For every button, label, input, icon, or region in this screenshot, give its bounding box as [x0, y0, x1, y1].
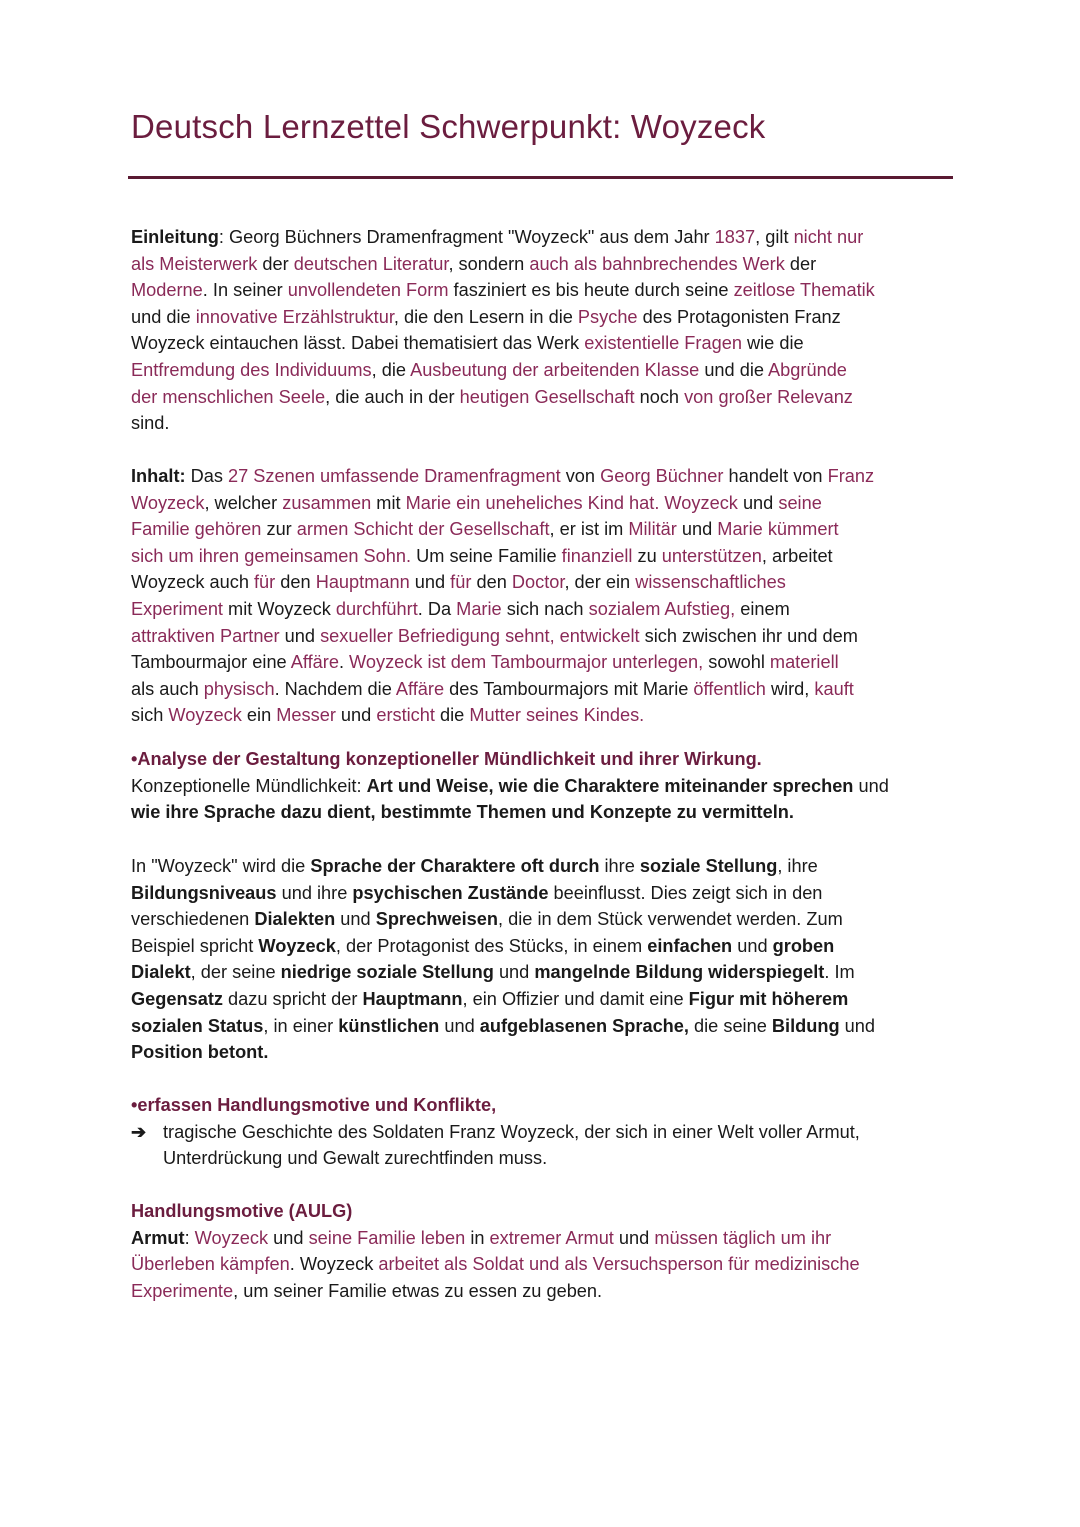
text-run: , in einer: [263, 1015, 339, 1036]
text-run: fasziniert es bis heute durch seine: [448, 280, 734, 301]
highlighted-text: Woyzeck: [131, 492, 205, 513]
highlighted-text: finanziell: [561, 545, 633, 566]
highlighted-text: armen Schicht der Gesellschaft: [296, 519, 550, 540]
text-run: des Protagonisten Franz: [637, 306, 841, 327]
bold-text: Inhalt:: [131, 466, 186, 486]
poverty-line: [131, 1278, 953, 1305]
motives-heading: •erfassen Handlungsmotive und Konflikte,: [131, 1095, 497, 1115]
text-run: . Da: [417, 598, 457, 619]
text-run: und die: [699, 359, 769, 380]
text-run: In "Woyzeck" wird die: [131, 856, 311, 876]
highlighted-text: Affäre: [395, 678, 445, 699]
bold-text: künstlichen: [338, 1015, 440, 1036]
highlighted-text: physisch: [203, 678, 275, 699]
bold-text: Figur mit höherem: [688, 988, 849, 1009]
aulg-heading: Handlungsmotive (AULG): [131, 1201, 353, 1221]
text-run: , ein Offizier und damit eine: [462, 988, 689, 1009]
highlighted-text: Marie kümmert: [717, 519, 839, 540]
intro-line: [131, 251, 953, 278]
text-run: , er ist im: [549, 519, 629, 540]
content-line: [131, 649, 953, 676]
text-run: Woyzeck eintauchen lässt. Dabei thematisiert das Werk: [131, 333, 585, 354]
content-line: [131, 702, 953, 729]
highlighted-text: Militär: [628, 519, 677, 540]
text-run: , der seine: [190, 962, 281, 983]
text-run: . Im: [824, 962, 855, 983]
poverty-line: [131, 1251, 953, 1278]
text-run: , welcher: [204, 492, 283, 513]
text-run: die: [434, 705, 470, 726]
text-run: und: [439, 1015, 480, 1036]
highlighted-text: Georg Büchner: [600, 466, 724, 486]
content-line: [131, 676, 953, 703]
text-run: als auch: [131, 678, 204, 699]
bold-text: einfachen: [647, 935, 733, 956]
highlighted-text: nicht nur: [793, 227, 864, 247]
bold-text: Hauptmann: [362, 988, 463, 1009]
bold-text: Dialekt: [131, 962, 191, 983]
bold-text: aufgeblasenen Sprache,: [479, 1015, 689, 1036]
text-run: , gilt: [755, 227, 794, 247]
text-run: , der ein: [564, 572, 636, 593]
text-run: Konzeptionelle Mündlichkeit:: [131, 775, 367, 796]
language-line: [131, 933, 953, 960]
highlighted-text: Experimente: [131, 1280, 234, 1301]
text-run: und: [737, 492, 779, 513]
bold-text: groben: [772, 935, 835, 956]
text-run: : Georg Büchners Dramenfragment "Woyzeck" aus dem Jahr: [218, 227, 715, 247]
text-run: und: [268, 1227, 309, 1248]
language-line: [131, 1013, 953, 1040]
arrow-icon: ➔: [131, 1121, 147, 1142]
text-run: Das: [185, 466, 229, 486]
highlighted-text: Ausbeutung der arbeitenden Klasse: [410, 359, 700, 380]
bold-text: Position betont.: [131, 1042, 269, 1063]
highlighted-text: Abgründe: [768, 359, 847, 380]
highlighted-text: deutschen Literatur: [293, 253, 449, 274]
highlighted-text: kauft: [814, 678, 854, 699]
language-paragraph: [131, 853, 953, 1066]
text-run: wird,: [765, 678, 815, 699]
content-line: [131, 490, 953, 517]
text-run: sich zwischen ihr und dem: [639, 625, 858, 646]
motives-section: [131, 1092, 953, 1172]
highlighted-text: 1837: [714, 227, 756, 247]
text-run: zu: [632, 545, 662, 566]
bold-text: psychischen Zustände: [352, 882, 549, 903]
highlighted-text: Hauptmann: [315, 572, 410, 593]
highlighted-text: von großer Relevanz: [684, 386, 853, 407]
text-run: und: [409, 572, 451, 593]
highlighted-text: ersticht: [376, 705, 435, 726]
analysis-line: [131, 746, 953, 773]
language-line: [131, 1039, 953, 1066]
text-run: .: [338, 652, 350, 673]
intro-line: [131, 277, 953, 304]
text-run: handelt von: [723, 466, 828, 486]
bold-text: Einleitung: [131, 227, 219, 247]
highlighted-text: auch als bahnbrechendes Werk: [529, 253, 785, 274]
aulg-section: [131, 1198, 953, 1304]
analysis-line: [131, 799, 953, 826]
text-run: . Nachdem die: [274, 678, 396, 699]
intro-line: [131, 304, 953, 331]
highlighted-text: Messer: [276, 705, 336, 726]
text-run: •Analyse der Gestaltung konzeptioneller Mündlichkeit und ihrer Wirkung.: [131, 749, 762, 769]
text-run: von: [560, 466, 601, 486]
highlighted-text: Affäre: [290, 652, 339, 673]
intro-line: [131, 410, 953, 437]
text-run: , der Protagonist des Stücks, in einem: [335, 935, 648, 956]
poverty-paragraph: [131, 1225, 953, 1305]
text-run: ein: [241, 705, 277, 726]
highlighted-text: heutigen Gesellschaft: [459, 386, 635, 407]
highlighted-text: öffentlich: [693, 678, 766, 699]
highlighted-text: Psyche: [577, 306, 638, 327]
text-run: den: [275, 572, 316, 593]
text-run: dazu spricht der: [222, 988, 363, 1009]
text-run: und: [853, 775, 889, 796]
bold-text: Bildung: [771, 1015, 840, 1036]
text-run: mit: [371, 492, 406, 513]
bold-text: Woyzeck: [258, 935, 336, 956]
text-run: , die in dem Stück verwendet werden. Zum: [498, 909, 843, 930]
bold-text: wie ihre Sprache dazu dient, bestimmte Themen und Konzepte zu vermitteln.: [131, 802, 794, 823]
highlighted-text: müssen täglich um ihr: [654, 1227, 832, 1248]
highlighted-text: unvollendeten Form: [287, 280, 449, 301]
intro-paragraph: [131, 224, 953, 437]
text-run: sich: [131, 705, 169, 726]
text-run: wie die: [741, 333, 804, 354]
language-line: [131, 959, 953, 986]
highlighted-text: für: [254, 572, 276, 593]
highlighted-text: Marie ein uneheliches Kind hat. Woyzeck: [405, 492, 738, 513]
text-run: Tambourmajor eine: [131, 652, 291, 673]
intro-line: [131, 384, 953, 411]
text-run: und: [493, 962, 535, 983]
text-run: zur: [261, 519, 297, 540]
bold-text: sozialen Status: [131, 1015, 264, 1036]
highlighted-text: durchführt: [335, 598, 418, 619]
analysis-line: [131, 773, 953, 800]
bold-text: Art und Weise, wie die Charaktere miteinander sprechen: [366, 775, 854, 796]
intro-line: [131, 330, 953, 357]
highlighted-text: seine: [778, 492, 822, 513]
highlighted-text: innovative Erzählstruktur: [195, 306, 394, 327]
highlighted-text: zeitlose Thematik: [733, 280, 875, 301]
bold-text: mangelnde Bildung widerspiegelt: [534, 962, 825, 983]
highlighted-text: sexueller Befriedigung sehnt, entwickelt: [320, 625, 640, 646]
text-run: der: [257, 253, 294, 274]
highlighted-text: arbeitet als Soldat und als Versuchsperson für medizinische: [378, 1254, 860, 1275]
text-run: , die den Lesern in die: [393, 306, 578, 327]
highlighted-text: unterstützen: [661, 545, 762, 566]
highlighted-text: 27 Szenen umfassende Dramenfragment: [228, 466, 561, 486]
text-run: und: [732, 935, 773, 956]
motives-line: Unterdrückung und Gewalt zurechtfinden muss.: [163, 1148, 548, 1169]
text-run: , die: [371, 359, 411, 380]
highlighted-text: Marie: [456, 598, 502, 619]
bold-text: Sprache der Charaktere oft durch: [310, 856, 600, 876]
text-run: Um seine Familie: [411, 545, 562, 566]
content-line: [131, 463, 953, 490]
bold-text: Sprechweisen: [375, 909, 499, 930]
highlighted-text: der menschlichen Seele: [131, 386, 326, 407]
intro-line: [131, 357, 953, 384]
highlighted-text: Experiment: [131, 598, 223, 619]
highlighted-text: Doctor: [511, 572, 565, 593]
intro-line: [131, 224, 953, 251]
highlighted-text: Mutter seines Kindes.: [469, 705, 645, 726]
text-run: verschiedenen: [131, 909, 255, 930]
text-run: die seine: [688, 1015, 772, 1036]
language-line: [131, 906, 953, 933]
text-run: der: [784, 253, 817, 274]
text-run: Woyzeck auch: [131, 572, 254, 593]
text-run: , arbeitet: [761, 545, 833, 566]
analysis-section: [131, 746, 953, 826]
highlighted-text: sich um ihren gemeinsamen Sohn.: [131, 545, 412, 566]
highlighted-text: Woyzeck ist dem Tambourmajor unterlegen,: [349, 652, 704, 673]
highlighted-text: attraktiven Partner: [131, 625, 280, 646]
highlighted-text: als Meisterwerk: [131, 253, 258, 274]
content-line: [131, 569, 953, 596]
highlighted-text: Franz: [827, 466, 875, 486]
text-run: und: [839, 1015, 875, 1036]
text-run: und die: [131, 306, 196, 327]
text-run: mit Woyzeck: [223, 598, 336, 619]
text-run: , um seiner Familie etwas zu essen zu geben.: [233, 1280, 603, 1301]
bold-text: Bildungsniveaus: [131, 882, 277, 903]
text-run: , ihre: [777, 856, 818, 876]
text-run: beeinflusst. Dies zeigt sich in den: [548, 882, 823, 903]
highlighted-text: zusammen: [282, 492, 372, 513]
text-run: und: [335, 705, 377, 726]
highlighted-text: seine Familie leben: [308, 1227, 466, 1248]
bold-text: niedrige soziale Stellung: [280, 962, 494, 983]
text-run: und: [279, 625, 321, 646]
highlighted-text: existentielle Fragen: [584, 333, 742, 354]
text-run: und: [676, 519, 718, 540]
motives-line: tragische Geschichte des Soldaten Franz Woyzeck, der sich in einer Welt voller Armut,: [163, 1121, 860, 1142]
highlighted-text: Woyzeck: [194, 1227, 269, 1248]
text-run: und: [613, 1227, 655, 1248]
text-run: . In seiner: [202, 280, 288, 301]
content-paragraph: [131, 463, 953, 729]
text-run: einem: [735, 598, 790, 619]
highlighted-text: für: [450, 572, 472, 593]
text-run: des Tambourmajors mit Marie: [444, 678, 694, 699]
text-run: , die auch in der: [325, 386, 460, 407]
content-line: [131, 516, 953, 543]
language-line: [131, 853, 953, 880]
highlighted-text: Woyzeck: [168, 705, 242, 726]
bold-text: Dialekten: [254, 909, 336, 930]
content-line: [131, 623, 953, 650]
text-run: sind.: [131, 413, 170, 434]
title-divider: [128, 176, 953, 179]
highlighted-text: extremer Armut: [489, 1227, 614, 1248]
text-run: :: [184, 1227, 195, 1248]
highlighted-text: sozialem Aufstieg,: [588, 598, 736, 619]
highlighted-text: Überleben kämpfen: [131, 1254, 290, 1275]
content-line: [131, 596, 953, 623]
text-run: ihre: [599, 856, 640, 876]
text-run: noch: [634, 386, 685, 407]
text-run: sich nach: [501, 598, 589, 619]
text-run: . Woyzeck: [289, 1254, 379, 1275]
highlighted-text: materiell: [769, 652, 839, 673]
language-line: [131, 880, 953, 907]
bold-text: Gegensatz: [131, 988, 223, 1009]
text-run: und ihre: [276, 882, 353, 903]
text-run: in: [465, 1227, 490, 1248]
text-run: den: [471, 572, 512, 593]
highlighted-text: wissenschaftliches: [635, 572, 786, 593]
highlighted-text: Moderne: [131, 280, 203, 301]
highlighted-text: Familie gehören: [131, 519, 262, 540]
language-line: [131, 986, 953, 1013]
text-run: , sondern: [448, 253, 530, 274]
poverty-line: [131, 1225, 953, 1252]
content-line: [131, 543, 953, 570]
bold-text: soziale Stellung: [639, 856, 778, 876]
text-run: und: [335, 909, 376, 930]
text-run: Beispiel spricht: [131, 935, 259, 956]
bold-text: Armut: [131, 1227, 185, 1248]
highlighted-text: Entfremdung des Individuums: [131, 359, 372, 380]
page-title: Deutsch Lernzettel Schwerpunkt: Woyzeck: [131, 108, 766, 145]
text-run: sowohl: [703, 652, 770, 673]
